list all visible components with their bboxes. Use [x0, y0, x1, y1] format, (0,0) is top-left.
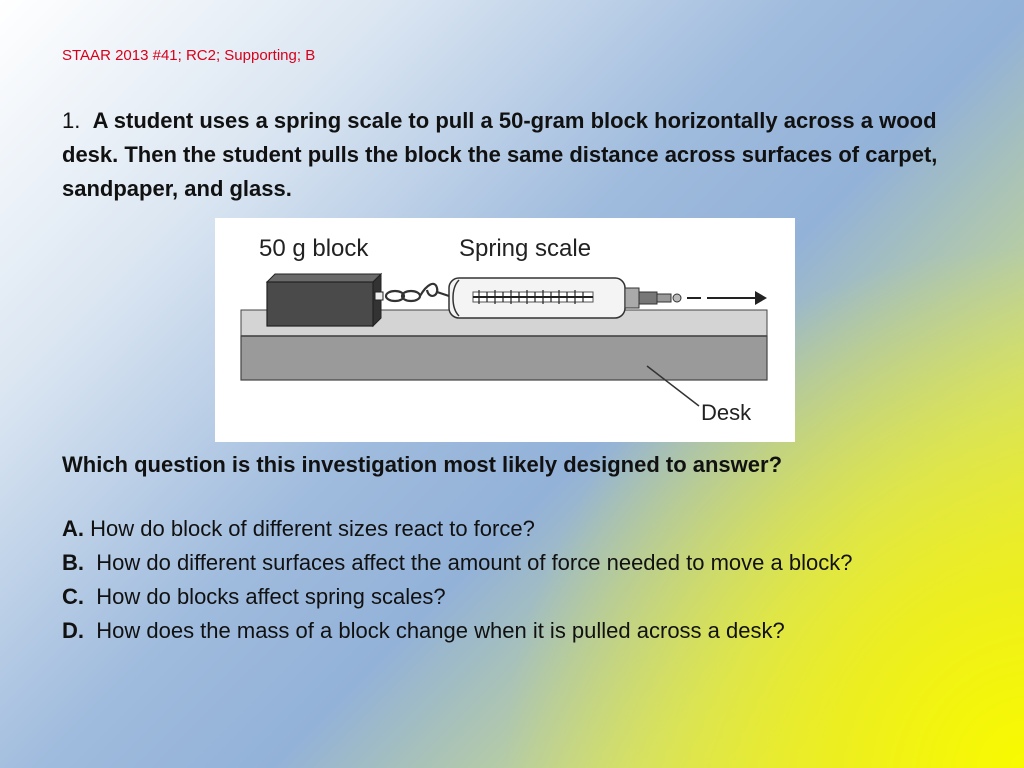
question-body: A student uses a spring scale to pull a 50-gram block horizontally across a wood desk. Then the student pulls the block the same distance across surfaces of carpet, sandpaper, and glass.: [62, 108, 938, 201]
answer-text: How do block of different sizes react to force?: [90, 516, 535, 541]
answer-list: [62, 512, 962, 648]
answer-letter: B.: [62, 550, 84, 575]
block-label: 50 g block: [259, 235, 369, 262]
answer-option-b[interactable]: [62, 546, 962, 580]
pull-arrow-icon: [687, 291, 767, 305]
answer-letter: D.: [62, 618, 84, 643]
answer-text: How do different surfaces affect the amount of force needed to move a block?: [96, 550, 853, 575]
hook: [386, 284, 449, 301]
block: [267, 274, 383, 326]
answer-text: How does the mass of a block change when it is pulled across a desk?: [96, 618, 785, 643]
answer-option-d[interactable]: [62, 614, 962, 648]
spring-scale-diagram: [215, 218, 795, 442]
answer-letter: A.: [62, 516, 84, 541]
question-prompt: Which question is this investigation most likely designed to answer?: [62, 452, 783, 477]
question-number: 1.: [62, 108, 81, 133]
answer-text: How do blocks affect spring scales?: [96, 584, 446, 609]
question-text: [62, 104, 982, 206]
scale-label: Spring scale: [459, 235, 592, 262]
answer-option-c[interactable]: [62, 580, 962, 614]
answer-option-a[interactable]: [62, 512, 962, 546]
slide-header: STAAR 2013 #41; RC2; Supporting; B: [62, 47, 316, 64]
answer-letter: C.: [62, 584, 84, 609]
desk-label: Desk: [701, 400, 752, 425]
